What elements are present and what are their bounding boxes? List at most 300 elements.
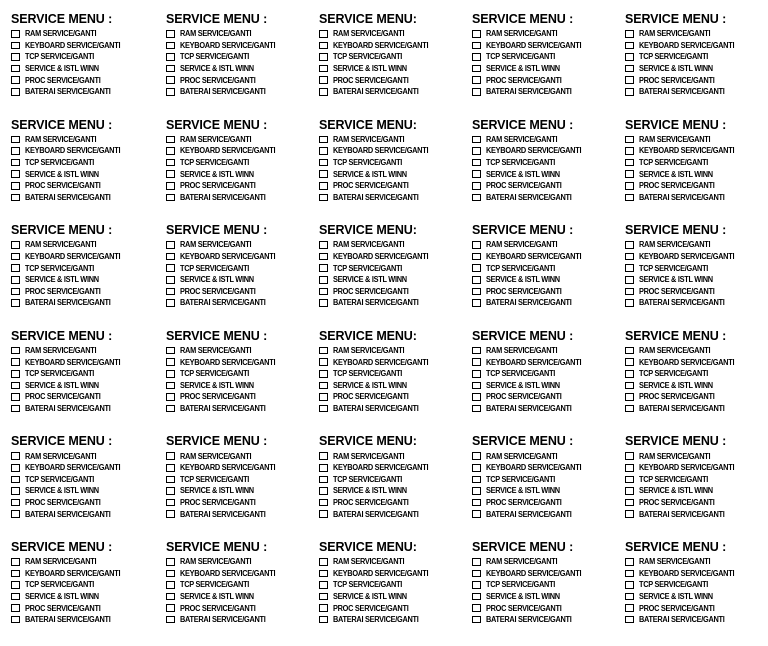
empty-checkbox-icon (319, 347, 328, 355)
service-option-label: TCP SERVICE/GANTI (639, 263, 709, 273)
service-option-label: TCP SERVICE/GANTI (486, 369, 556, 379)
empty-checkbox-icon (319, 299, 328, 307)
empty-checkbox-icon (11, 452, 20, 460)
service-option (166, 591, 319, 603)
empty-checkbox-icon (472, 593, 481, 601)
service-option (472, 345, 625, 357)
empty-checkbox-icon (472, 159, 481, 167)
service-option (625, 391, 763, 403)
service-option (166, 40, 319, 52)
service-option-label: BATERAI SERVICE/GANTI (25, 615, 111, 625)
service-option-label: SERVICE & ISTL WINN (25, 486, 99, 496)
empty-checkbox-icon (472, 604, 481, 612)
service-option (166, 180, 319, 192)
empty-checkbox-icon (319, 276, 328, 284)
empty-checkbox-icon (472, 241, 481, 249)
service-option-label: PROC SERVICE/GANTI (639, 392, 715, 402)
service-option-label: KEYBOARD SERVICE/GANTI (486, 463, 582, 473)
service-menu-card (11, 223, 166, 329)
empty-checkbox-icon (625, 136, 634, 144)
empty-checkbox-icon (166, 88, 175, 96)
service-option-label: TCP SERVICE/GANTI (639, 474, 709, 484)
empty-checkbox-icon (625, 194, 634, 202)
service-option-label: KEYBOARD SERVICE/GANTI (333, 568, 429, 578)
service-option-label: BATERAI SERVICE/GANTI (486, 404, 572, 414)
service-option (625, 286, 763, 298)
service-menu-card (166, 223, 319, 329)
empty-checkbox-icon (625, 76, 634, 84)
service-option (11, 192, 166, 204)
empty-checkbox-icon (166, 452, 175, 460)
service-option-label: BATERAI SERVICE/GANTI (333, 615, 419, 625)
service-option (472, 40, 625, 52)
empty-checkbox-icon (472, 405, 481, 413)
service-option-label: PROC SERVICE/GANTI (639, 498, 715, 508)
empty-checkbox-icon (472, 253, 481, 261)
empty-checkbox-icon (472, 136, 481, 144)
service-option (11, 145, 166, 157)
service-option (472, 262, 625, 274)
empty-checkbox-icon (625, 53, 634, 61)
empty-checkbox-icon (625, 476, 634, 484)
service-menu-card (319, 118, 472, 224)
service-option (625, 86, 763, 98)
empty-checkbox-icon (472, 616, 481, 624)
service-option-label: SERVICE & ISTL WINN (180, 592, 254, 602)
service-option-label: RAM SERVICE/GANTI (486, 557, 558, 567)
empty-checkbox-icon (11, 42, 20, 50)
service-menu-title: SERVICE MENU : (472, 12, 574, 26)
empty-checkbox-icon (11, 570, 20, 578)
service-option-label: BATERAI SERVICE/GANTI (639, 509, 725, 519)
service-option (11, 63, 166, 75)
service-option (11, 345, 166, 357)
service-menu-card (166, 434, 319, 540)
service-option-label: BATERAI SERVICE/GANTI (639, 298, 725, 308)
service-option (472, 391, 625, 403)
service-menu-card (472, 12, 625, 118)
service-option (166, 274, 319, 286)
service-option (625, 297, 763, 309)
service-option-label: PROC SERVICE/GANTI (333, 286, 409, 296)
service-option-label: KEYBOARD SERVICE/GANTI (25, 463, 121, 473)
empty-checkbox-icon (625, 570, 634, 578)
service-option-label: SERVICE & ISTL WINN (333, 64, 407, 74)
service-option (166, 450, 319, 462)
service-option (319, 28, 472, 40)
empty-checkbox-icon (11, 604, 20, 612)
service-option-label: RAM SERVICE/GANTI (25, 346, 97, 356)
empty-checkbox-icon (319, 88, 328, 96)
empty-checkbox-icon (319, 499, 328, 507)
empty-checkbox-icon (166, 616, 175, 624)
empty-checkbox-icon (625, 42, 634, 50)
empty-checkbox-icon (625, 65, 634, 73)
service-option (319, 297, 472, 309)
service-option-label: TCP SERVICE/GANTI (486, 52, 556, 62)
empty-checkbox-icon (166, 136, 175, 144)
service-option (472, 462, 625, 474)
service-option (11, 239, 166, 251)
service-option (472, 286, 625, 298)
empty-checkbox-icon (11, 65, 20, 73)
service-option-label: SERVICE & ISTL WINN (486, 275, 560, 285)
service-option (166, 28, 319, 40)
service-menu-title: SERVICE MENU : (11, 434, 113, 449)
service-option (625, 356, 763, 368)
service-option-label: RAM SERVICE/GANTI (180, 29, 252, 39)
service-option-label: KEYBOARD SERVICE/GANTI (25, 40, 121, 50)
service-menu-card (166, 540, 319, 646)
service-option (11, 462, 166, 474)
empty-checkbox-icon (319, 42, 328, 50)
service-option (625, 485, 763, 497)
service-option (319, 86, 472, 98)
empty-checkbox-icon (11, 194, 20, 202)
service-option-label: KEYBOARD SERVICE/GANTI (25, 146, 121, 156)
service-option (625, 462, 763, 474)
service-option (472, 192, 625, 204)
service-option (625, 28, 763, 40)
service-menu-card (625, 540, 763, 646)
service-menu-title: SERVICE MENU : (11, 223, 113, 238)
empty-checkbox-icon (166, 510, 175, 518)
service-option (11, 356, 166, 368)
service-option-label: RAM SERVICE/GANTI (180, 134, 252, 144)
empty-checkbox-icon (11, 170, 20, 178)
service-option (11, 474, 166, 486)
service-option (166, 63, 319, 75)
service-option (625, 591, 763, 603)
service-option-label: SERVICE & ISTL WINN (333, 592, 407, 602)
service-option (625, 450, 763, 462)
service-option-label: RAM SERVICE/GANTI (25, 557, 97, 567)
service-option (11, 262, 166, 274)
service-option (472, 368, 625, 380)
empty-checkbox-icon (625, 382, 634, 390)
service-menu-card (472, 540, 625, 646)
label-grid (11, 12, 763, 646)
service-option (625, 579, 763, 591)
empty-checkbox-icon (11, 253, 20, 261)
empty-checkbox-icon (472, 65, 481, 73)
service-option (166, 74, 319, 86)
service-option (319, 602, 472, 614)
service-menu-title: SERVICE MENU : (11, 12, 113, 26)
service-menu-card (166, 329, 319, 435)
service-option-label: RAM SERVICE/GANTI (486, 451, 558, 461)
service-option-label: PROC SERVICE/GANTI (180, 286, 256, 296)
service-option-label: KEYBOARD SERVICE/GANTI (486, 252, 582, 262)
service-option (472, 556, 625, 568)
empty-checkbox-icon (11, 393, 20, 401)
service-option-label: BATERAI SERVICE/GANTI (180, 192, 266, 202)
service-option (625, 262, 763, 274)
service-option-label: BATERAI SERVICE/GANTI (486, 87, 572, 97)
service-option (472, 568, 625, 580)
empty-checkbox-icon (319, 53, 328, 61)
service-option-label: TCP SERVICE/GANTI (639, 52, 709, 62)
service-option-label: PROC SERVICE/GANTI (25, 75, 101, 85)
empty-checkbox-icon (625, 616, 634, 624)
empty-checkbox-icon (11, 76, 20, 84)
service-option (11, 368, 166, 380)
service-option-label: SERVICE & ISTL WINN (639, 486, 713, 496)
service-option (166, 297, 319, 309)
empty-checkbox-icon (11, 616, 20, 624)
service-option-label: KEYBOARD SERVICE/GANTI (486, 568, 582, 578)
service-option (319, 286, 472, 298)
service-menu-card (625, 434, 763, 540)
service-option (319, 485, 472, 497)
service-option (11, 380, 166, 392)
service-option (319, 579, 472, 591)
empty-checkbox-icon (11, 370, 20, 378)
service-menu-title: SERVICE MENU: (319, 434, 417, 449)
service-option (319, 450, 472, 462)
empty-checkbox-icon (11, 487, 20, 495)
service-option-label: TCP SERVICE/GANTI (25, 263, 95, 273)
service-option-label: RAM SERVICE/GANTI (486, 134, 558, 144)
service-menu-title: SERVICE MENU : (472, 434, 574, 449)
service-option (472, 239, 625, 251)
service-option-label: TCP SERVICE/GANTI (333, 158, 403, 168)
empty-checkbox-icon (11, 276, 20, 284)
empty-checkbox-icon (472, 53, 481, 61)
service-option-label: SERVICE & ISTL WINN (25, 275, 99, 285)
service-option (472, 134, 625, 146)
service-option (472, 63, 625, 75)
service-option (625, 51, 763, 63)
empty-checkbox-icon (472, 88, 481, 96)
service-option (625, 497, 763, 509)
empty-checkbox-icon (319, 358, 328, 366)
empty-checkbox-icon (625, 182, 634, 190)
service-option-label: KEYBOARD SERVICE/GANTI (180, 568, 276, 578)
service-option (472, 579, 625, 591)
service-option-label: PROC SERVICE/GANTI (333, 75, 409, 85)
service-option (472, 614, 625, 626)
service-option-label: RAM SERVICE/GANTI (486, 346, 558, 356)
empty-checkbox-icon (472, 299, 481, 307)
service-option-label: TCP SERVICE/GANTI (639, 580, 709, 590)
service-option-label: TCP SERVICE/GANTI (486, 158, 556, 168)
service-option (472, 297, 625, 309)
service-option-label: TCP SERVICE/GANTI (639, 158, 709, 168)
service-option-label: PROC SERVICE/GANTI (639, 603, 715, 613)
service-option-label: SERVICE & ISTL WINN (639, 169, 713, 179)
service-option-label: PROC SERVICE/GANTI (333, 181, 409, 191)
service-option (625, 134, 763, 146)
service-option-label: RAM SERVICE/GANTI (25, 451, 97, 461)
service-option (472, 450, 625, 462)
service-option-label: PROC SERVICE/GANTI (639, 286, 715, 296)
empty-checkbox-icon (319, 558, 328, 566)
service-option (166, 614, 319, 626)
service-option (319, 239, 472, 251)
service-option (11, 86, 166, 98)
service-option (319, 192, 472, 204)
empty-checkbox-icon (472, 382, 481, 390)
service-menu-title: SERVICE MENU : (166, 117, 268, 132)
service-option-label: KEYBOARD SERVICE/GANTI (25, 252, 121, 262)
empty-checkbox-icon (625, 405, 634, 413)
empty-checkbox-icon (166, 499, 175, 507)
service-option (625, 556, 763, 568)
empty-checkbox-icon (472, 170, 481, 178)
empty-checkbox-icon (625, 88, 634, 96)
service-option-label: RAM SERVICE/GANTI (180, 240, 252, 250)
service-option (166, 192, 319, 204)
service-option (319, 168, 472, 180)
service-menu-card (11, 329, 166, 435)
service-option-label: SERVICE & ISTL WINN (25, 380, 99, 390)
service-option (319, 403, 472, 415)
service-menu-title: SERVICE MENU : (472, 328, 574, 343)
service-option (319, 74, 472, 86)
service-option-label: KEYBOARD SERVICE/GANTI (180, 146, 276, 156)
empty-checkbox-icon (11, 53, 20, 61)
service-option (625, 508, 763, 520)
empty-checkbox-icon (166, 593, 175, 601)
service-menu-card (472, 223, 625, 329)
service-option-label: KEYBOARD SERVICE/GANTI (639, 40, 735, 50)
service-option (319, 556, 472, 568)
service-menu-card (319, 540, 472, 646)
service-option-label: PROC SERVICE/GANTI (25, 498, 101, 508)
empty-checkbox-icon (11, 182, 20, 190)
empty-checkbox-icon (166, 159, 175, 167)
empty-checkbox-icon (166, 558, 175, 566)
service-option (319, 568, 472, 580)
service-option-label: KEYBOARD SERVICE/GANTI (333, 40, 429, 50)
service-menu-title: SERVICE MENU: (319, 539, 417, 554)
service-menu-title: SERVICE MENU : (11, 539, 113, 554)
service-option-label: BATERAI SERVICE/GANTI (180, 298, 266, 308)
service-option-label: BATERAI SERVICE/GANTI (25, 192, 111, 202)
service-option (166, 157, 319, 169)
service-option-label: PROC SERVICE/GANTI (25, 603, 101, 613)
service-option (11, 591, 166, 603)
empty-checkbox-icon (11, 347, 20, 355)
service-option-label: TCP SERVICE/GANTI (25, 158, 95, 168)
service-option-label: SERVICE & ISTL WINN (180, 64, 254, 74)
service-menu-card (625, 223, 763, 329)
service-option-label: BATERAI SERVICE/GANTI (486, 509, 572, 519)
service-option-label: BATERAI SERVICE/GANTI (333, 87, 419, 97)
service-option (319, 368, 472, 380)
service-option-label: PROC SERVICE/GANTI (180, 181, 256, 191)
service-option-label: SERVICE & ISTL WINN (486, 380, 560, 390)
service-option (625, 239, 763, 251)
service-option-label: SERVICE & ISTL WINN (333, 275, 407, 285)
empty-checkbox-icon (166, 358, 175, 366)
service-option-label: RAM SERVICE/GANTI (333, 240, 405, 250)
empty-checkbox-icon (319, 510, 328, 518)
service-option (472, 508, 625, 520)
service-option (11, 74, 166, 86)
service-option (319, 274, 472, 286)
service-option (166, 345, 319, 357)
empty-checkbox-icon (166, 382, 175, 390)
empty-checkbox-icon (472, 358, 481, 366)
service-option (166, 568, 319, 580)
empty-checkbox-icon (472, 393, 481, 401)
empty-checkbox-icon (319, 476, 328, 484)
service-option (472, 51, 625, 63)
service-option-label: KEYBOARD SERVICE/GANTI (486, 40, 582, 50)
empty-checkbox-icon (166, 299, 175, 307)
empty-checkbox-icon (11, 159, 20, 167)
empty-checkbox-icon (319, 170, 328, 178)
empty-checkbox-icon (166, 76, 175, 84)
service-option-label: TCP SERVICE/GANTI (180, 580, 250, 590)
service-option (319, 51, 472, 63)
service-option-label: KEYBOARD SERVICE/GANTI (486, 357, 582, 367)
service-option (166, 168, 319, 180)
empty-checkbox-icon (319, 65, 328, 73)
service-menu-title: SERVICE MENU: (319, 328, 417, 343)
service-menu-title: SERVICE MENU : (472, 223, 574, 238)
service-option (166, 145, 319, 157)
empty-checkbox-icon (11, 299, 20, 307)
empty-checkbox-icon (472, 264, 481, 272)
service-option-label: KEYBOARD SERVICE/GANTI (639, 252, 735, 262)
empty-checkbox-icon (166, 194, 175, 202)
service-option-label: TCP SERVICE/GANTI (333, 263, 403, 273)
service-option-label: SERVICE & ISTL WINN (639, 592, 713, 602)
service-option (472, 497, 625, 509)
empty-checkbox-icon (166, 241, 175, 249)
service-option (11, 568, 166, 580)
empty-checkbox-icon (319, 593, 328, 601)
empty-checkbox-icon (166, 253, 175, 261)
empty-checkbox-icon (11, 382, 20, 390)
empty-checkbox-icon (319, 288, 328, 296)
empty-checkbox-icon (472, 487, 481, 495)
service-option (319, 63, 472, 75)
empty-checkbox-icon (11, 288, 20, 296)
service-menu-card (11, 12, 166, 118)
empty-checkbox-icon (472, 182, 481, 190)
service-option-label: PROC SERVICE/GANTI (333, 392, 409, 402)
service-menu-title: SERVICE MENU : (625, 328, 727, 343)
service-option (319, 262, 472, 274)
service-option (625, 568, 763, 580)
service-option-label: BATERAI SERVICE/GANTI (25, 87, 111, 97)
empty-checkbox-icon (166, 30, 175, 38)
service-menu-title: SERVICE MENU: (319, 223, 417, 238)
empty-checkbox-icon (472, 276, 481, 284)
empty-checkbox-icon (166, 370, 175, 378)
service-option (472, 86, 625, 98)
service-option (472, 180, 625, 192)
service-option-label: BATERAI SERVICE/GANTI (25, 404, 111, 414)
service-option (319, 391, 472, 403)
empty-checkbox-icon (319, 30, 328, 38)
service-option-label: TCP SERVICE/GANTI (25, 52, 95, 62)
service-option (472, 485, 625, 497)
empty-checkbox-icon (319, 616, 328, 624)
service-menu-card (319, 329, 472, 435)
service-option (319, 474, 472, 486)
service-option (11, 391, 166, 403)
service-option-label: PROC SERVICE/GANTI (25, 286, 101, 296)
service-option-label: PROC SERVICE/GANTI (333, 603, 409, 613)
service-option-label: PROC SERVICE/GANTI (486, 392, 562, 402)
service-option-label: SERVICE & ISTL WINN (180, 380, 254, 390)
service-option (319, 497, 472, 509)
